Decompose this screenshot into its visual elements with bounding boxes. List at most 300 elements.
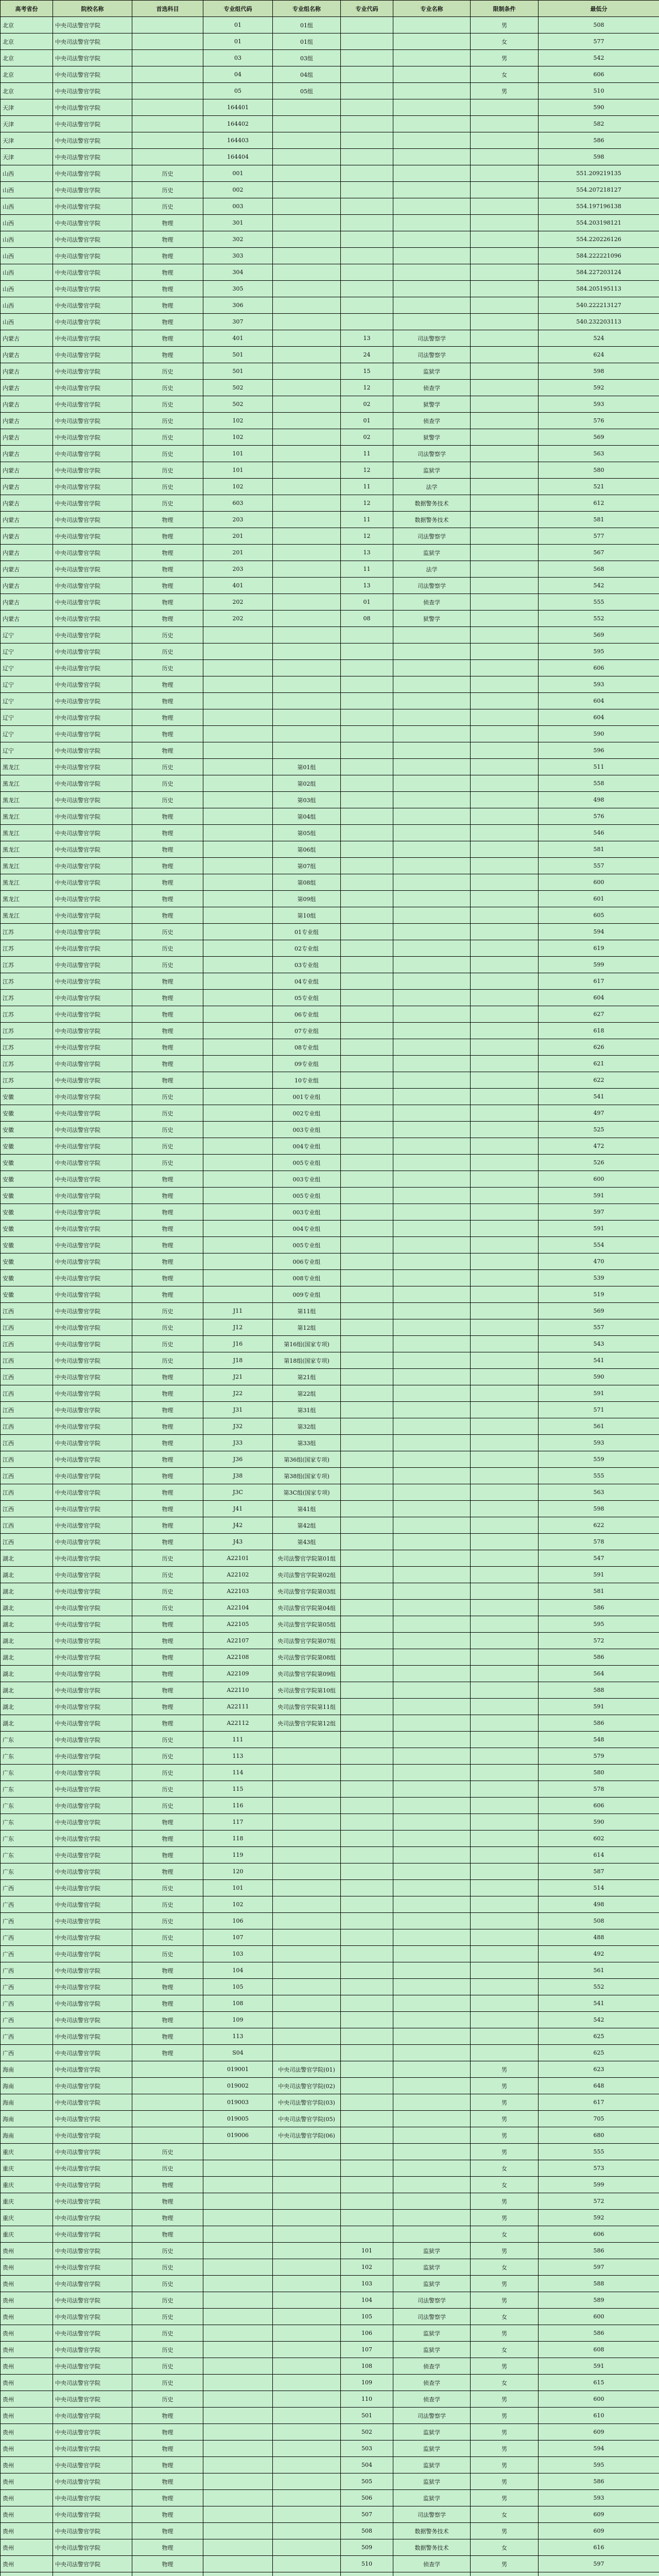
cell-province: 江苏 xyxy=(1,990,53,1006)
cell-group-name: 第04组 xyxy=(273,808,341,825)
cell-group-code: 04 xyxy=(203,66,273,83)
table-row xyxy=(1,1649,659,1666)
cell-group-code: A22111 xyxy=(203,1699,273,1715)
cell-school: 中央司法警官学院 xyxy=(53,907,132,924)
cell-restriction: 男 xyxy=(471,2111,539,2127)
cell-school: 中央司法警官学院 xyxy=(53,693,132,709)
cell-major-code xyxy=(341,198,393,215)
cell-subject: 历史 xyxy=(132,1567,203,1583)
cell-major-code xyxy=(341,1534,393,1550)
cell-group-name xyxy=(273,1798,341,1814)
cell-province: 内蒙古 xyxy=(1,594,53,611)
cell-group-name xyxy=(273,2572,341,2576)
cell-province: 内蒙古 xyxy=(1,578,53,594)
cell-subject: 物理 xyxy=(132,1171,203,1188)
cell-restriction: 女 xyxy=(471,66,539,83)
cell-group-name xyxy=(273,396,341,413)
cell-group-name: 001专业组 xyxy=(273,1089,341,1105)
cell-province: 北京 xyxy=(1,66,53,83)
cell-min-score: 600 xyxy=(539,1171,659,1188)
cell-restriction xyxy=(471,693,539,709)
cell-group-name: 05专业组 xyxy=(273,990,341,1006)
cell-major-name xyxy=(393,1303,471,1319)
cell-group-code xyxy=(203,1270,273,1286)
cell-major-name xyxy=(393,2177,471,2193)
cell-major-code xyxy=(341,973,393,990)
cell-subject: 历史 xyxy=(132,1105,203,1122)
cell-group-name: 006专业组 xyxy=(273,1253,341,1270)
cell-province: 内蒙古 xyxy=(1,479,53,495)
cell-min-score: 541 xyxy=(539,1995,659,2012)
cell-major-name xyxy=(393,1336,471,1352)
cell-group-name xyxy=(273,215,341,231)
cell-group-code xyxy=(203,726,273,742)
cell-restriction xyxy=(471,314,539,330)
cell-group-name: 第16组(国家专项) xyxy=(273,1336,341,1352)
cell-group-name: 第42组 xyxy=(273,1517,341,1534)
cell-group-name: 03专业组 xyxy=(273,957,341,973)
header-row xyxy=(1,1,659,17)
cell-subject: 物理 xyxy=(132,1006,203,1023)
cell-major-name xyxy=(393,281,471,297)
cell-min-score: 540.232203113 xyxy=(539,314,659,330)
cell-group-name: 中央司法警官学院(05) xyxy=(273,2111,341,2127)
cell-min-score: 555 xyxy=(539,2144,659,2160)
cell-major-code xyxy=(341,1550,393,1567)
cell-school: 中央司法警官学院 xyxy=(53,990,132,1006)
cell-major-name xyxy=(393,1748,471,1765)
cell-subject: 历史 xyxy=(132,660,203,676)
cell-subject: 物理 xyxy=(132,1435,203,1451)
cell-restriction xyxy=(471,1962,539,1979)
cell-group-code: 203 xyxy=(203,512,273,528)
table-row xyxy=(1,611,659,627)
cell-restriction xyxy=(471,380,539,396)
cell-school: 中央司法警官学院 xyxy=(53,2342,132,2358)
cell-group-name: 第06组 xyxy=(273,841,341,858)
table-row xyxy=(1,2243,659,2259)
cell-major-code xyxy=(341,1814,393,1831)
cell-min-score: 600 xyxy=(539,874,659,891)
table-row xyxy=(1,495,659,512)
table-row xyxy=(1,1699,659,1715)
cell-subject: 物理 xyxy=(132,2506,203,2523)
cell-province: 黑龙江 xyxy=(1,874,53,891)
cell-restriction xyxy=(471,1583,539,1600)
cell-school: 中央司法警官学院 xyxy=(53,1122,132,1138)
cell-province xyxy=(1,2572,53,2576)
cell-group-code: J36 xyxy=(203,1451,273,1468)
cell-school: 中央司法警官学院 xyxy=(53,1237,132,1253)
cell-min-score: 591 xyxy=(539,1567,659,1583)
cell-major-name xyxy=(393,1517,471,1534)
cell-restriction xyxy=(471,940,539,957)
table-row xyxy=(1,2490,659,2506)
cell-group-code: 03 xyxy=(203,50,273,66)
cell-group-name xyxy=(273,2028,341,2045)
table-row xyxy=(1,380,659,396)
cell-restriction xyxy=(471,1550,539,1567)
cell-subject: 物理 xyxy=(132,1666,203,1682)
cell-subject: 物理 xyxy=(132,1962,203,1979)
cell-major-name xyxy=(393,1847,471,1863)
cell-subject: 历史 xyxy=(132,1732,203,1748)
cell-group-code: A22102 xyxy=(203,1567,273,1583)
cell-min-score: 595 xyxy=(539,643,659,660)
cell-subject: 历史 xyxy=(132,1138,203,1155)
cell-min-score: 564 xyxy=(539,1666,659,1682)
cell-major-name xyxy=(393,1319,471,1336)
table-row xyxy=(1,182,659,198)
cell-major-name xyxy=(393,1039,471,1056)
cell-restriction: 女 xyxy=(471,2375,539,2391)
table-row xyxy=(1,742,659,759)
cell-group-code: 115 xyxy=(203,1781,273,1798)
cell-restriction xyxy=(471,1402,539,1418)
cell-major-code xyxy=(341,2177,393,2193)
table-row xyxy=(1,83,659,99)
table-row xyxy=(1,1995,659,2012)
cell-major-name xyxy=(393,165,471,182)
cell-major-name xyxy=(393,792,471,808)
cell-min-score: 604 xyxy=(539,693,659,709)
cell-group-name xyxy=(273,2457,341,2473)
cell-restriction xyxy=(471,1616,539,1633)
table-row xyxy=(1,1155,659,1171)
cell-subject: 历史 xyxy=(132,1336,203,1352)
cell-major-name xyxy=(393,825,471,841)
cell-school: 中央司法警官学院 xyxy=(53,940,132,957)
cell-province: 江苏 xyxy=(1,1023,53,1039)
cell-restriction xyxy=(471,957,539,973)
cell-major-code: 102 xyxy=(341,2259,393,2276)
table-row xyxy=(1,594,659,611)
table-row xyxy=(1,66,659,83)
cell-major-code: 107 xyxy=(341,2342,393,2358)
cell-school: 中央司法警官学院 xyxy=(53,182,132,198)
table-row xyxy=(1,248,659,264)
cell-province: 山西 xyxy=(1,297,53,314)
cell-restriction xyxy=(471,676,539,693)
cell-min-score: 598 xyxy=(539,1501,659,1517)
cell-major-code xyxy=(341,1600,393,1616)
cell-group-code: J32 xyxy=(203,1418,273,1435)
cell-major-code xyxy=(341,1682,393,1699)
cell-major-name xyxy=(393,924,471,940)
cell-restriction xyxy=(471,479,539,495)
cell-major-code xyxy=(341,990,393,1006)
cell-province: 广西 xyxy=(1,1896,53,1913)
table-row xyxy=(1,2325,659,2342)
cell-major-name xyxy=(393,2226,471,2243)
cell-min-score: 601 xyxy=(539,891,659,907)
cell-school: 中央司法警官学院 xyxy=(53,380,132,396)
cell-subject: 历史 xyxy=(132,1303,203,1319)
cell-province: 江苏 xyxy=(1,940,53,957)
cell-group-name xyxy=(273,1979,341,1995)
cell-major-name xyxy=(393,973,471,990)
cell-province: 广西 xyxy=(1,2012,53,2028)
cell-major-name: 司法警察学 xyxy=(393,528,471,545)
cell-subject: 历史 xyxy=(132,759,203,775)
cell-min-score: 604 xyxy=(539,709,659,726)
cell-major-code xyxy=(341,17,393,33)
table-row xyxy=(1,1534,659,1550)
cell-school: 中央司法警官学院 xyxy=(53,1369,132,1385)
cell-school: 中央司法警官学院 xyxy=(53,1006,132,1023)
cell-restriction xyxy=(471,709,539,726)
cell-group-name xyxy=(273,676,341,693)
cell-group-code: A22109 xyxy=(203,1666,273,1682)
cell-group-code: 501 xyxy=(203,347,273,363)
cell-group-name xyxy=(273,165,341,182)
cell-min-score: 591 xyxy=(539,1385,659,1402)
cell-min-score: 542 xyxy=(539,50,659,66)
cell-school: 中央司法警官学院 xyxy=(53,1765,132,1781)
cell-major-name xyxy=(393,1534,471,1550)
cell-subject xyxy=(132,116,203,132)
cell-group-name xyxy=(273,132,341,149)
cell-subject: 物理 xyxy=(132,1616,203,1633)
cell-group-name: 003专业组 xyxy=(273,1204,341,1221)
cell-min-score: 510 xyxy=(539,83,659,99)
cell-school: 中央司法警官学院 xyxy=(53,165,132,182)
cell-major-code xyxy=(341,1385,393,1402)
cell-restriction xyxy=(471,1567,539,1583)
cell-major-code xyxy=(341,1649,393,1666)
cell-group-code xyxy=(203,2375,273,2391)
table-row xyxy=(1,2292,659,2309)
header-min-score: 最低分 xyxy=(539,1,659,17)
cell-major-name: 数据警务技术 xyxy=(393,2523,471,2539)
cell-major-name xyxy=(393,1122,471,1138)
cell-school: 中央司法警官学院 xyxy=(53,1089,132,1105)
cell-group-code: 113 xyxy=(203,2028,273,2045)
cell-school: 中央司法警官学院 xyxy=(53,2375,132,2391)
table-row xyxy=(1,1484,659,1501)
cell-province: 安徽 xyxy=(1,1253,53,1270)
cell-major-code xyxy=(341,627,393,643)
cell-min-score: 627 xyxy=(539,1006,659,1023)
cell-subject: 物理 xyxy=(132,907,203,924)
cell-min-score: 554.220226126 xyxy=(539,231,659,248)
header-subject: 首选科目 xyxy=(132,1,203,17)
cell-restriction xyxy=(471,264,539,281)
cell-min-score: 618 xyxy=(539,1023,659,1039)
cell-subject: 物理 xyxy=(132,1682,203,1699)
cell-major-name: 监狱学 xyxy=(393,2424,471,2441)
cell-major-name xyxy=(393,775,471,792)
cell-major-code xyxy=(341,1286,393,1303)
cell-major-code: 502 xyxy=(341,2424,393,2441)
cell-min-score: 616 xyxy=(539,2539,659,2556)
cell-group-code xyxy=(203,2358,273,2375)
cell-group-name xyxy=(273,380,341,396)
cell-restriction xyxy=(471,1188,539,1204)
cell-restriction xyxy=(471,1715,539,1732)
cell-group-code xyxy=(203,792,273,808)
cell-school: 中央司法警官学院 xyxy=(53,1913,132,1929)
cell-province: 内蒙古 xyxy=(1,611,53,627)
cell-major-name xyxy=(393,841,471,858)
cell-group-code xyxy=(203,1253,273,1270)
cell-school: 中央司法警官学院 xyxy=(53,2243,132,2259)
table-row xyxy=(1,17,659,33)
cell-subject: 物理 xyxy=(132,330,203,347)
table-row xyxy=(1,2078,659,2094)
cell-subject: 历史 xyxy=(132,479,203,495)
cell-province: 内蒙古 xyxy=(1,396,53,413)
cell-province: 辽宁 xyxy=(1,676,53,693)
cell-major-code: 504 xyxy=(341,2457,393,2473)
cell-school: 中央司法警官学院 xyxy=(53,709,132,726)
cell-major-code: 12 xyxy=(341,495,393,512)
cell-restriction: 男 xyxy=(471,2127,539,2144)
cell-group-code xyxy=(203,2408,273,2424)
cell-min-score: 576 xyxy=(539,808,659,825)
table-row xyxy=(1,1781,659,1798)
cell-subject: 历史 xyxy=(132,413,203,429)
cell-province: 贵州 xyxy=(1,2408,53,2424)
table-row xyxy=(1,1253,659,1270)
table-row xyxy=(1,231,659,248)
cell-restriction xyxy=(471,1286,539,1303)
table-row xyxy=(1,874,659,891)
cell-subject: 物理 xyxy=(132,1418,203,1435)
cell-min-score: 609 xyxy=(539,2523,659,2539)
cell-major-name xyxy=(393,1188,471,1204)
cell-min-score: 569 xyxy=(539,1303,659,1319)
cell-subject xyxy=(132,2127,203,2144)
cell-major-name xyxy=(393,248,471,264)
cell-min-score: 488 xyxy=(539,1929,659,1946)
cell-restriction xyxy=(471,792,539,808)
cell-major-name xyxy=(393,1270,471,1286)
cell-school: 中央司法警官学院 xyxy=(53,116,132,132)
cell-min-score: 590 xyxy=(539,726,659,742)
cell-major-code: 11 xyxy=(341,512,393,528)
table-row xyxy=(1,2160,659,2177)
table-row xyxy=(1,1798,659,1814)
cell-min-score: 622 xyxy=(539,1072,659,1089)
cell-restriction: 女 xyxy=(471,2177,539,2193)
cell-province: 重庆 xyxy=(1,2226,53,2243)
cell-min-score: 551.209219135 xyxy=(539,165,659,182)
cell-restriction: 女 xyxy=(471,2342,539,2358)
cell-major-code xyxy=(341,1583,393,1600)
table-row xyxy=(1,1303,659,1319)
cell-major-name xyxy=(393,1979,471,1995)
table-row xyxy=(1,297,659,314)
cell-group-name xyxy=(273,2309,341,2325)
cell-restriction: 男 xyxy=(471,2144,539,2160)
cell-restriction xyxy=(471,627,539,643)
cell-province: 贵州 xyxy=(1,2473,53,2490)
cell-major-name: 狱警学 xyxy=(393,429,471,446)
cell-group-code xyxy=(203,1221,273,1237)
cell-group-code xyxy=(203,1138,273,1155)
cell-restriction xyxy=(471,1814,539,1831)
cell-major-name xyxy=(393,83,471,99)
cell-province: 内蒙古 xyxy=(1,528,53,545)
cell-major-code xyxy=(341,1204,393,1221)
cell-major-name xyxy=(393,1600,471,1616)
cell-school: 中央司法警官学院 xyxy=(53,1138,132,1155)
table-row xyxy=(1,165,659,182)
cell-major-name: 监狱学 xyxy=(393,363,471,380)
cell-subject: 物理 xyxy=(132,1188,203,1204)
cell-subject: 历史 xyxy=(132,2391,203,2408)
cell-group-code xyxy=(203,2506,273,2523)
cell-major-name: 司法警察学 xyxy=(393,446,471,462)
cell-major-name xyxy=(393,907,471,924)
cell-major-name: 司法警察学 xyxy=(393,2408,471,2424)
cell-province: 重庆 xyxy=(1,2160,53,2177)
cell-major-name: 监狱学 xyxy=(393,545,471,561)
cell-major-name xyxy=(393,1814,471,1831)
cell-restriction: 女 xyxy=(471,2506,539,2523)
cell-province: 湖北 xyxy=(1,1600,53,1616)
cell-group-code xyxy=(203,1286,273,1303)
table-row xyxy=(1,2226,659,2243)
table-row xyxy=(1,2012,659,2028)
cell-major-name: 监狱学 xyxy=(393,2259,471,2276)
cell-group-code xyxy=(203,2193,273,2210)
cell-group-name xyxy=(273,116,341,132)
cell-group-name: 第33组 xyxy=(273,1435,341,1451)
cell-min-score: 580 xyxy=(539,462,659,479)
cell-group-name xyxy=(273,1962,341,1979)
cell-major-name xyxy=(393,1105,471,1122)
table-row xyxy=(1,709,659,726)
cell-group-code xyxy=(203,874,273,891)
cell-province: 重庆 xyxy=(1,2210,53,2226)
table-row xyxy=(1,1913,659,1929)
cell-major-name xyxy=(393,1896,471,1913)
cell-school: 中央司法警官学院 xyxy=(53,2523,132,2539)
cell-province: 江西 xyxy=(1,1451,53,1468)
cell-restriction xyxy=(471,924,539,940)
cell-major-code xyxy=(341,1188,393,1204)
table-row xyxy=(1,1583,659,1600)
cell-major-name xyxy=(393,1435,471,1451)
cell-restriction xyxy=(471,231,539,248)
cell-major-name xyxy=(393,1286,471,1303)
table-row xyxy=(1,825,659,841)
cell-group-code: J31 xyxy=(203,1402,273,1418)
cell-group-code: 104 xyxy=(203,1962,273,1979)
cell-major-name: 侦查学 xyxy=(393,413,471,429)
cell-group-name xyxy=(273,693,341,709)
cell-major-name: 司法警察学 xyxy=(393,347,471,363)
cell-school: 中央司法警官学院 xyxy=(53,759,132,775)
cell-min-score: 519 xyxy=(539,1286,659,1303)
cell-major-code xyxy=(341,808,393,825)
cell-school: 中央司法警官学院 xyxy=(53,2358,132,2375)
cell-school: 中央司法警官学院 xyxy=(53,2028,132,2045)
cell-min-score: 586 xyxy=(539,1649,659,1666)
table-row xyxy=(1,2045,659,2061)
cell-restriction: 男 xyxy=(471,2210,539,2226)
cell-group-code: 164401 xyxy=(203,99,273,116)
cell-school: 中央司法警官学院 xyxy=(53,1880,132,1896)
cell-major-code xyxy=(341,1880,393,1896)
cell-group-name xyxy=(273,198,341,215)
cell-restriction: 男 xyxy=(471,50,539,66)
table-row xyxy=(1,33,659,50)
cell-group-code xyxy=(203,990,273,1006)
cell-province: 江西 xyxy=(1,1369,53,1385)
